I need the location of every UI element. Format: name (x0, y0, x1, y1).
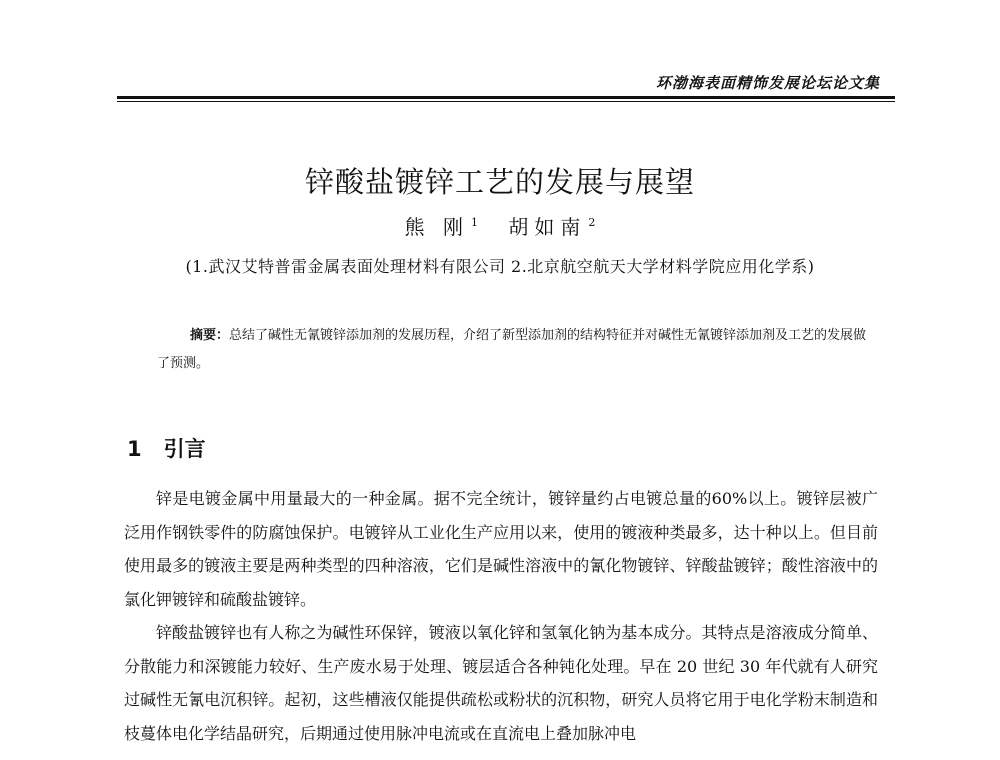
author-affiliation-mark: 2 (588, 216, 596, 230)
affiliations: (1.武汉艾特普雷金属表面处理材料有限公司 2.北京航空航天大学材料学院应用化学系) (185, 257, 815, 276)
abstract-label: 摘要： (190, 328, 230, 343)
abstract (157, 322, 869, 378)
author-name: 熊 刚 (404, 215, 469, 239)
body-text (124, 482, 878, 750)
running-header: 环渤海表面精饰发展论坛论文集 (655, 74, 880, 92)
body-paragraph: 锌酸盐镀锌也有人称之为碱性环保锌，镀液以氧化锌和氢氧化钠为基本成分。其特点是溶液成分简单、分散能力和深镀能力较好、生产废水易于处理、镀层适合各种钝化处理。早在 20 世纪 30 年代就有人研究过碱性无氰电沉积锌。起初，这些槽液仅能提供疏松或粉状的沉积物，研究人员将它用于电化学粉末制造和枝蔓体电化学结晶研究，后期通过使用脉冲电流或在直流电上叠加脉冲电 (124, 623, 878, 743)
header-rule (117, 96, 895, 99)
section-number: 1 (127, 437, 142, 461)
abstract-text: 总结了碱性无氰镀锌添加剂的发展历程，介绍了新型添加剂的结构特征并对碱性无氰镀锌添加剂及工艺的发展做了预测。 (157, 328, 867, 371)
author-list (0, 211, 1000, 240)
paper-title: 锌酸盐镀锌工艺的发展与展望 (304, 165, 695, 199)
section-title: 引言 (163, 437, 206, 461)
author-name: 胡如南 (508, 215, 587, 239)
section-heading (127, 433, 206, 463)
header-rule-thin (117, 101, 895, 102)
body-paragraph: 锌是电镀金属中用量最大的一种金属。据不完全统计，镀锌量约占电镀总量的60%以上。镀锌层被广泛用作钢铁零件的防腐蚀保护。电镀锌从工业化生产应用以来，使用的镀液种类最多，达十种以上。但目前使用最多的镀液主要是两种类型的四种溶液，它们是碱性溶液中的氰化物镀锌、锌酸盐镀锌；酸性溶液中的氯化钾镀锌和硫酸盐镀锌。 (124, 489, 878, 609)
author-affiliation-mark: 1 (471, 216, 478, 230)
